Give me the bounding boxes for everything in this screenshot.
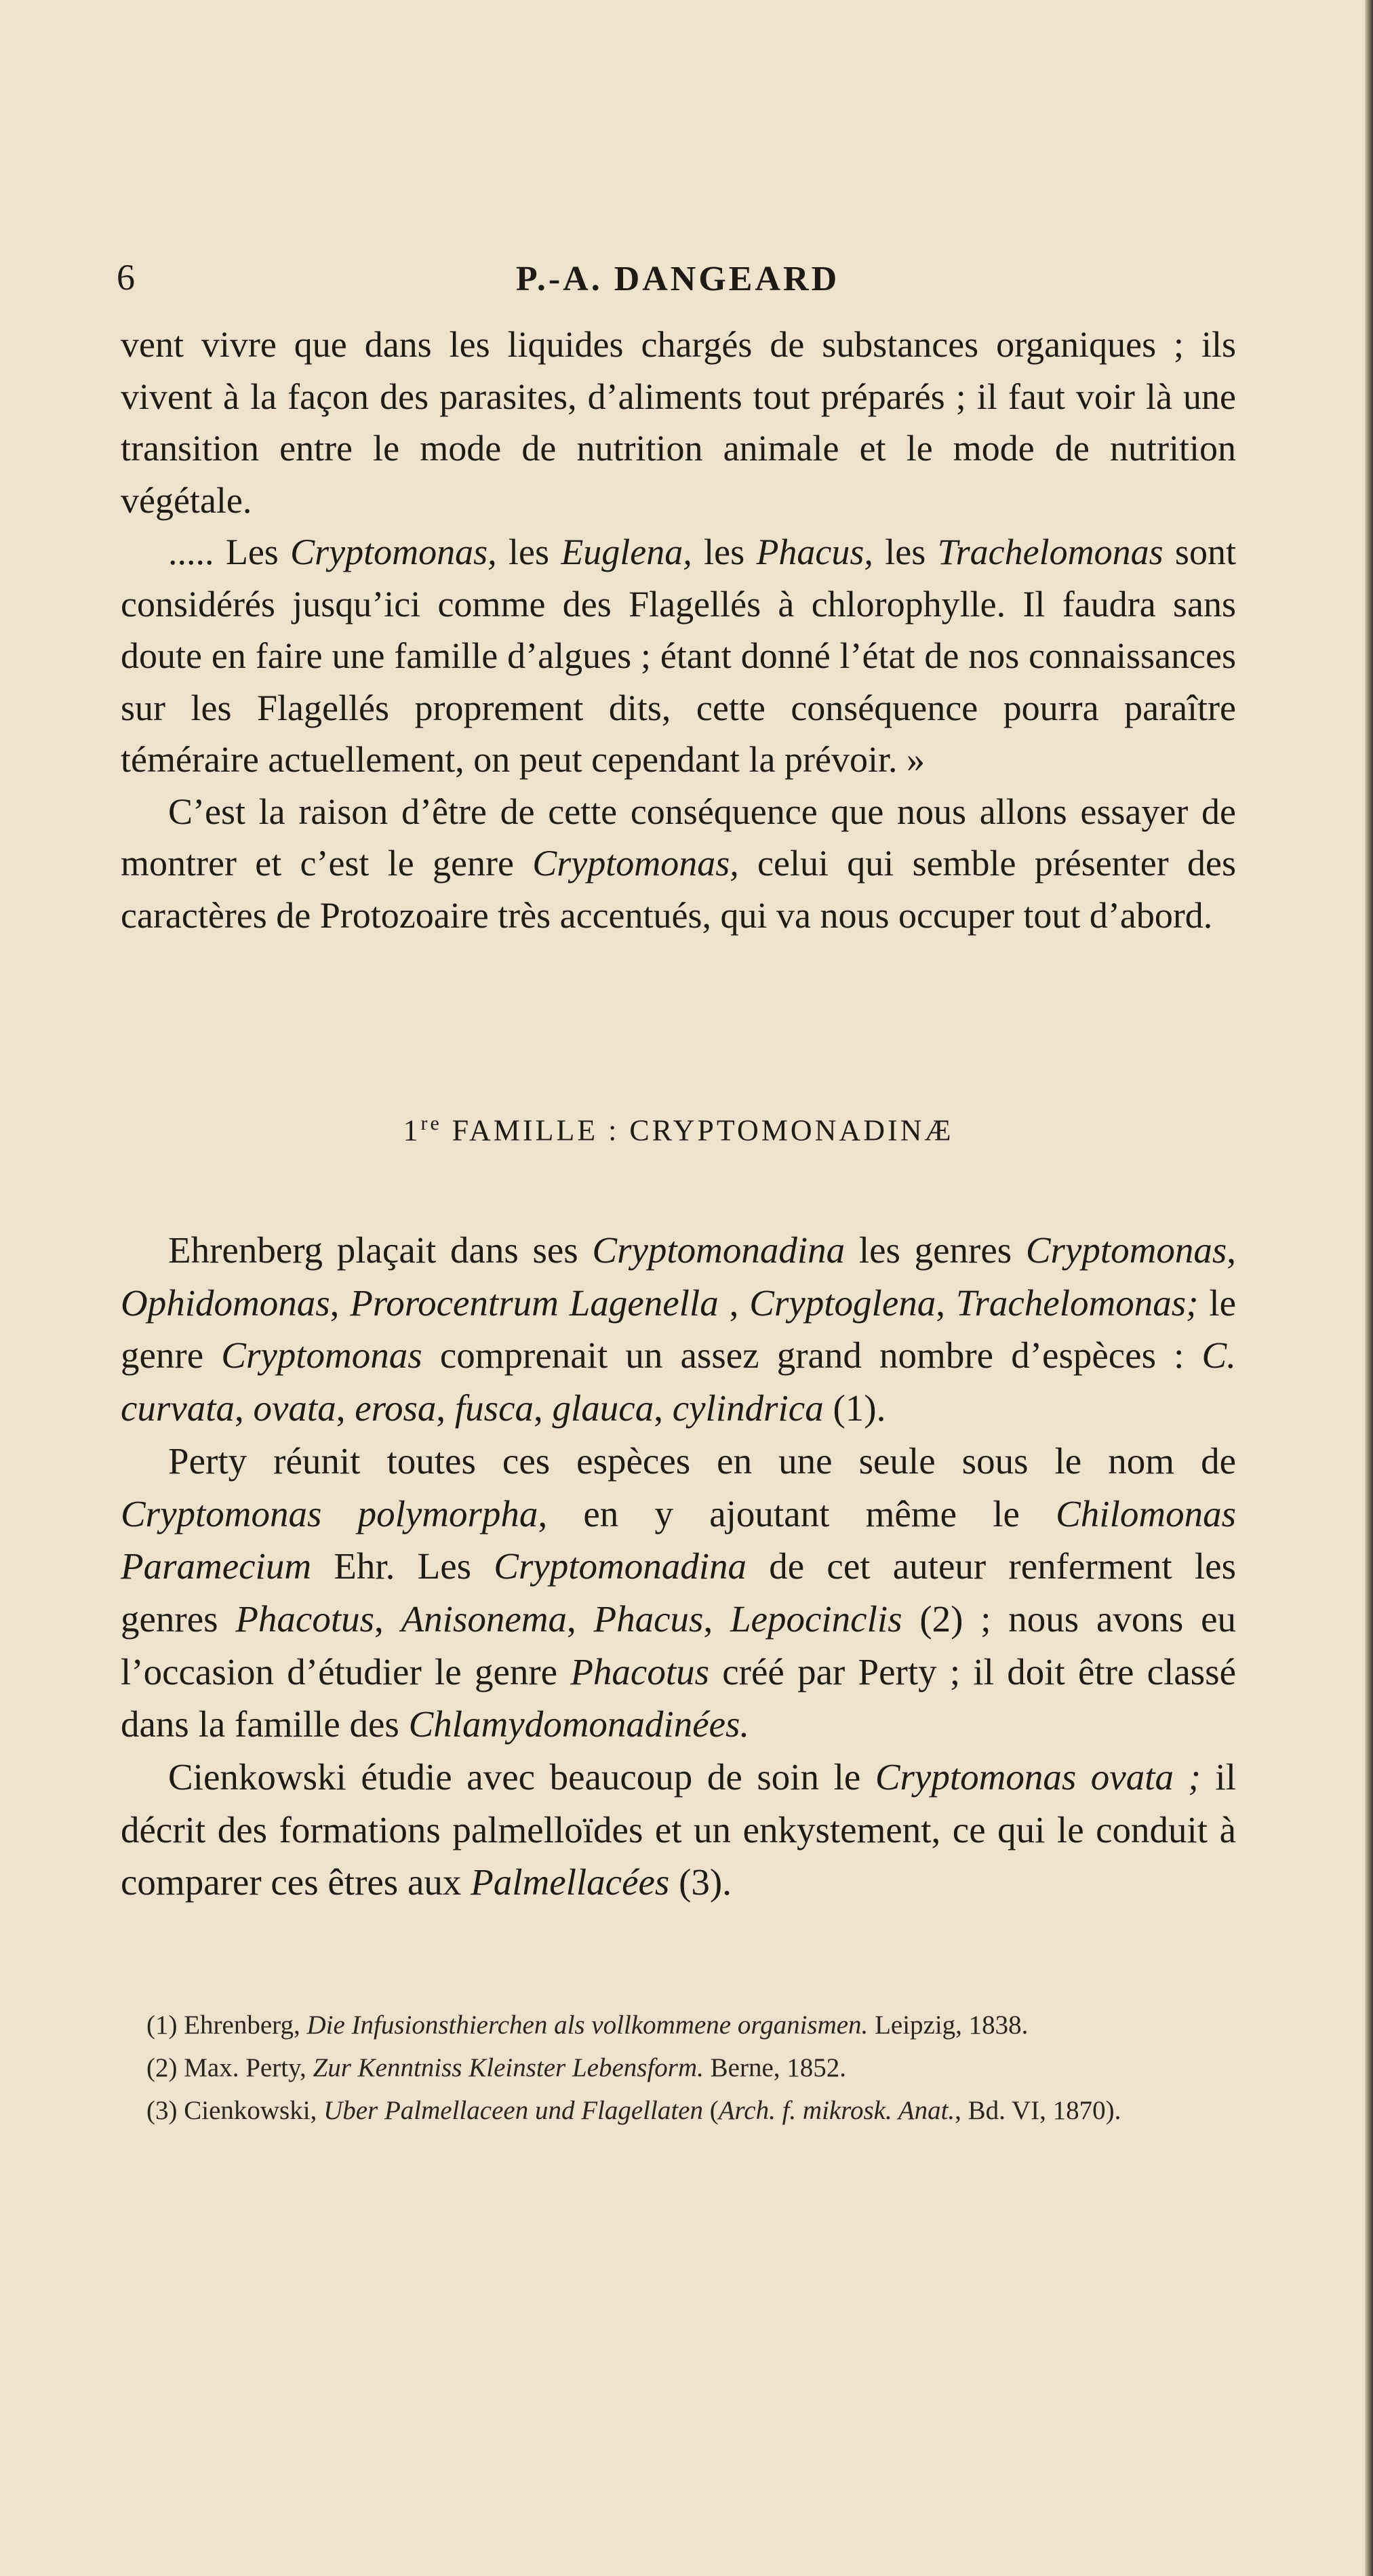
body-text-top: [121, 319, 1236, 941]
text-run: ,: [566, 1598, 594, 1640]
text-run: le genre: [121, 1282, 1237, 1376]
body-text-section: [121, 1224, 1236, 1909]
italic-run: Cryptomonas polymorpha: [121, 1492, 538, 1534]
italic-run: fusca: [454, 1387, 534, 1429]
text-run: les: [496, 532, 561, 572]
text-run: Ehrenberg plaçait dans ses: [168, 1229, 593, 1271]
page-edge-shadow: [1365, 0, 1373, 2576]
page-header: [117, 256, 1239, 311]
section-number-superscript: re: [420, 1112, 442, 1134]
italic-run: Phacotus: [570, 1650, 710, 1692]
italic-run: Palmellacées: [471, 1861, 670, 1903]
italic-run: Anisonema: [401, 1598, 567, 1640]
footnote: [121, 2093, 1236, 2128]
italic-run: Die Infusionsthierchen als vollkommene organismen.: [306, 2010, 869, 2040]
text-run: ,: [718, 1282, 750, 1324]
text-run: vent vivre que dans les liquides chargés de substances organiques ; ils vivent à la façon des parasites, d’aliments tout préparés ; il faut voir là une transition entre le mode de nutrition animale et le mode de nutrition végétale.: [121, 324, 1236, 521]
section-title: FAMILLE : CRYPTOMONADINÆ: [452, 1113, 954, 1147]
text-run: (: [702, 2096, 719, 2125]
italic-run: Phacus: [593, 1598, 704, 1640]
italic-run: Cryptomonas,: [532, 843, 739, 884]
text-run: ,: [235, 1387, 254, 1429]
footnote: [121, 2050, 1236, 2086]
italic-run: glauca: [552, 1387, 654, 1429]
text-run: les genres: [845, 1229, 1026, 1271]
paragraph: [121, 1435, 1236, 1751]
text-run: ,: [436, 1387, 455, 1429]
italic-run: Cryptomonadina: [592, 1229, 845, 1271]
text-run: (2) Max. Perty,: [146, 2053, 313, 2082]
text-run: C’est la raison d’être de cette conséquence que nous allons essayer de montrer et c’est le genre: [121, 791, 1236, 884]
italic-run: Zur Kenntniss Kleinster Lebensform.: [313, 2053, 704, 2082]
footnote: [121, 2007, 1236, 2043]
italic-run: Uber Palmellaceen und Flagellaten: [323, 2096, 703, 2125]
italic-run: Cryptoglena: [749, 1282, 936, 1324]
paragraph: [121, 526, 1236, 786]
italic-run: Prorocentrum Lagenella: [350, 1282, 719, 1324]
text-run: (2) ; nous avons eu l’occasion d’étudier le genre: [121, 1598, 1236, 1692]
paragraph: [121, 786, 1236, 942]
text-run: il décrit des formations palmelloïdes et un enkystement, ce qui le conduit à comparer ces êtres aux: [121, 1756, 1236, 1903]
text-run: ,: [654, 1387, 673, 1429]
text-run: ,: [534, 1387, 553, 1429]
text-run: ,: [330, 1282, 351, 1324]
italic-run: Chlamydomonadinées.: [408, 1703, 750, 1745]
text-run: Leipzig, 1838.: [868, 2010, 1029, 2040]
text-run: comprenait un assez grand nombre d’espèces :: [422, 1334, 1202, 1376]
text-run: ,: [703, 1598, 730, 1640]
text-run: (3) Cienkowski,: [146, 2096, 324, 2125]
text-run: les: [873, 532, 938, 572]
italic-run: ovata: [253, 1387, 336, 1429]
text-run: (1) Ehrenberg,: [146, 2010, 307, 2040]
text-run: celui qui semble présenter des caractères de Protozoaire très accentués, qui va nous occuper tout d’abord.: [121, 843, 1236, 936]
italic-run: Cryptomonas: [1025, 1229, 1227, 1271]
italic-run: Cryptomonas ovata ;: [875, 1756, 1201, 1798]
text-run: ,: [936, 1282, 956, 1324]
text-run: Ehr. Les: [311, 1545, 494, 1587]
italic-run: cylindrica: [672, 1387, 824, 1429]
text-run: , Bd. VI, 1870).: [955, 2096, 1121, 2125]
italic-run: Phacus,: [756, 532, 873, 572]
paragraph: [121, 1224, 1236, 1435]
italic-run: Cryptomonas,: [290, 532, 497, 572]
text-run: ,: [374, 1598, 401, 1640]
italic-run: Ophidomonas: [121, 1282, 330, 1324]
section-number: 1: [403, 1113, 421, 1147]
italic-run: Cryptomonadina: [494, 1545, 747, 1587]
italic-run: Lepocinclis: [730, 1598, 902, 1640]
text-run: Berne, 1852.: [703, 2053, 847, 2082]
paragraph: [121, 319, 1236, 526]
text-run: sont considérés jusqu’ici comme des Flagellés à chlorophylle. Il faudra sans doute en faire une famille d’algues ; étant donné l’état de nos connaissances sur les Flagellés proprement dits, cette conséquence pourra paraître téméraire actuellement, on peut cependant la prévoir. »: [121, 532, 1236, 780]
running-head: P.-A. DANGEARD: [515, 260, 840, 298]
italic-run: erosa: [355, 1387, 437, 1429]
section-heading: [121, 1112, 1236, 1148]
text-run: ,: [1227, 1229, 1237, 1271]
footnotes: [121, 2007, 1236, 2135]
italic-run: Chilomonas Paramecium: [121, 1492, 1236, 1587]
italic-run: Cryptomonas: [221, 1334, 422, 1376]
text-run: Cienkowski étudie avec beaucoup de soin le: [168, 1756, 875, 1798]
text-run: , en y ajoutant même le: [538, 1492, 1056, 1534]
italic-run: Arch. f. mikrosk. Anat.: [718, 2096, 955, 2125]
italic-run: Euglena,: [561, 532, 692, 572]
italic-run: Trachelomonas: [937, 532, 1163, 572]
text-run: les: [692, 532, 757, 572]
text-run: (3).: [669, 1861, 732, 1903]
paragraph: [121, 1751, 1236, 1909]
text-run: créé par Perty ; il doit être classé dans la famille des: [121, 1650, 1236, 1745]
italic-run: C. curvata: [121, 1334, 1236, 1429]
text-run: de cet auteur renferment les genres: [121, 1545, 1236, 1640]
text-run: ,: [336, 1387, 355, 1429]
text-run: Perty réunit toutes ces espèces en une seule sous le nom de: [168, 1440, 1236, 1482]
page-number: 6: [117, 257, 135, 298]
italic-run: Phacotus: [235, 1598, 375, 1640]
text-run: (1).: [823, 1387, 886, 1429]
italic-run: Trachelomonas;: [955, 1282, 1199, 1324]
text-run: ..... Les: [168, 532, 291, 572]
